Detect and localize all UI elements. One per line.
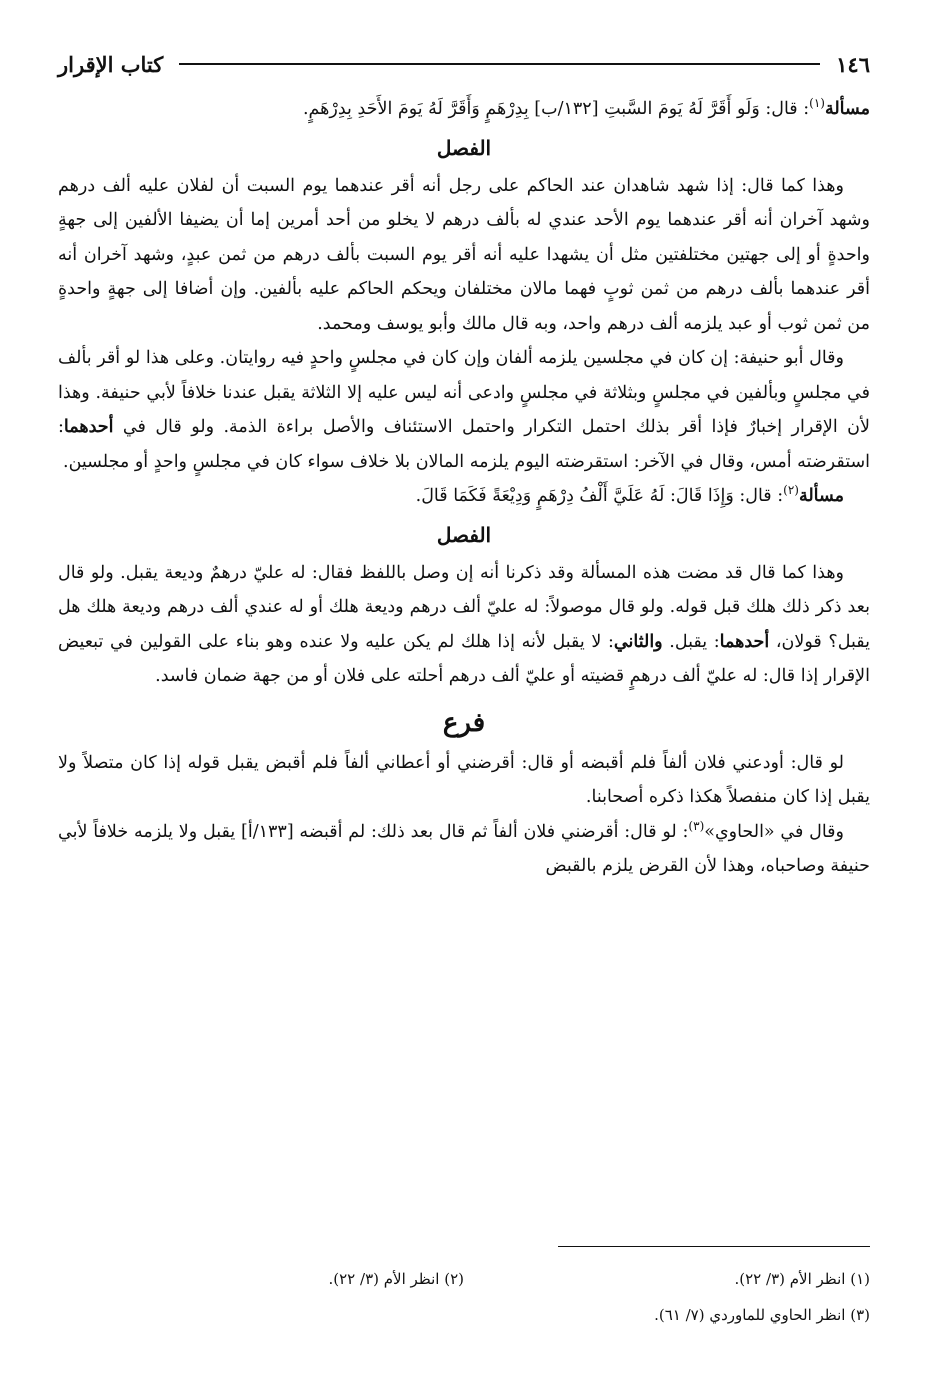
masala-2-text: : قال: وَإِذَا قَالَ: لَهُ عَلَيَّ أَلْفُ دِرْهَمٍ وَدِيْعَةً فَكَمَا قَالَ. — [415, 486, 784, 506]
paragraph-2-text-a: وقال أبو حنيفة: إن كان في مجلسين يلزمه ألفان وإن كان في مجلسٍ واحدٍ فيه روايتان. وعلى هذا لو أقر بألف في مجلسٍ وبألفين في مجلسٍ وبثلاثة في مجلسٍ وادعى أنه ليس عليه إلا الثلاثة يقبل عندنا خلافاً لأبي حنيفة. وهذا لأن الإقرار إخبارٌ فإذا أقر بذلك احتمل التكرار واحتمل الاستئناف والأصل براءة الذمة. ولو قال في — [58, 348, 870, 437]
paragraph-2 — [58, 341, 870, 479]
masala-1 — [58, 92, 870, 127]
book-title: كتاب الإقرار — [58, 51, 164, 77]
section-heading-1: الفصل — [436, 135, 492, 160]
footnotes — [58, 1246, 870, 1333]
paragraph-3-text-c: : لا يقبل لأنه إذا هلك لم يكن عليه ولا عنده وهو بناء على القولين في تبعيض الإقرار إذا قال: له عليّ ألف درهمٍ قضيته أو عليّ ألف درهم أحلته على فلان أو من جهة ضمان فاسد. — [58, 631, 870, 686]
paragraph-3-text-a: وهذا كما قال قد مضت هذه المسألة وقد ذكرنا أنه إن وصل باللفظ فقال: له عليّ درهمٌ وديعة يقبل. ولو قال بعد ذكر ذلك هلك قبل قوله. ولو قال موصولاً: له عليّ ألف درهم وديعة هلك أو له عندي ألف درهم وديعة هلك هل يقبل؟ قولان، — [58, 562, 870, 652]
paragraph-2-bold: أحدهما — [63, 417, 114, 437]
paragraph-5-text-a: وقال في «الحاوي» — [704, 821, 844, 842]
masala-2 — [58, 479, 870, 514]
footnote-row — [58, 1297, 870, 1333]
footnote-1: (١) انظر الأم (٣/ ٢٢). — [734, 1270, 870, 1288]
footnote-rule — [558, 1246, 870, 1247]
footnote-ref-2: (٢) — [783, 483, 799, 498]
paragraph-3-bold-b: والثاني — [613, 631, 663, 652]
footnote-ref-3: (٣) — [688, 818, 705, 833]
masala-1-text: : قال: وَلَو أَقَرَّ لَهُ يَومَ السَّبتِ [١٣٢/ب] بِدِرْهَمٍ وَأَقَرَّ لَهُ يَومَ الأَحَدِ بِدِرْهَمٍ. — [302, 99, 810, 119]
paragraph-1: وهذا كما قال: إذا شهد شاهدان عند الحاكم على رجل أنه أقر عندهما يوم السبت أن لفلان عليه ألف درهم وشهد آخران أنه أقر عندهما يوم الأحد عندي له بألف درهم لا يخلو من أحد أمرين إما أن يضيفا الألفين إلى جهةٍ واحدةٍ أو إلى جهتين مختلفتين مثل أن يشهدا عليه أنه أقر يوم السبت بألف درهم من ثمن عبدٍ، وشهد آخران أنه أقر عندهما بألف درهم من ثمن ثوبٍ فهما مالان مختلفان ويحكم الحاكم عليه بألفين. وإن أضافا إلى جهةٍ واحدةٍ من ثمن ثوب أو عبد يلزمه ألف درهم واحد، وبه قال مالك وأبو يوسف ومحمد. — [58, 175, 870, 334]
masala-1-label: مسألة — [824, 99, 870, 119]
section-heading-2: الفصل — [436, 522, 492, 547]
header-rule — [179, 63, 820, 65]
footnote-3: (٣) انظر الحاوي للماوردي (٧/ ٦١). — [654, 1306, 870, 1324]
paragraph-3-text-b: : يقبل. — [669, 631, 720, 652]
masala-2-label: مسألة — [798, 486, 844, 506]
paragraph-2-text-b: : استقرضته أمس، وقال في الآخر: استقرضته اليوم يلزمه المالان بلا خلاف سواء كان في مجلسٍ واحدٍ أو مجلسين. — [58, 417, 870, 472]
page-number: ١٤٦ — [836, 51, 870, 77]
paragraph-3 — [58, 556, 870, 694]
branch-heading: فرع — [442, 707, 486, 738]
paragraph-5-text-b: : لو قال: أقرضني فلان ألفاً ثم قال بعد ذلك: لم أقبضه [١٣٣/أ] يقبل ولا يلزمه خلافاً لأبي حنيفة وصاحباه، وهذا لأن القرض يلزم بالقبض — [58, 821, 870, 876]
page-header — [58, 44, 870, 84]
paragraph-4: لو قال: أودعني فلان ألفاً فلم أقبضه أو قال: أقرضني أو أعطاني ألفاً فلم أقبض يقبل قوله إذا كان متصلاً ولا يقبل إذا كان منفصلاً هكذا ذكره أصحابنا. — [58, 752, 870, 807]
footnote-row — [58, 1261, 870, 1297]
footnote-2: (٢) انظر الأم (٣/ ٢٢). — [328, 1270, 464, 1288]
footnote-ref-1: (١) — [809, 96, 825, 111]
page-body — [58, 44, 870, 884]
paragraph-5 — [58, 815, 870, 884]
paragraph-3-bold-a: أحدهما — [719, 631, 770, 652]
